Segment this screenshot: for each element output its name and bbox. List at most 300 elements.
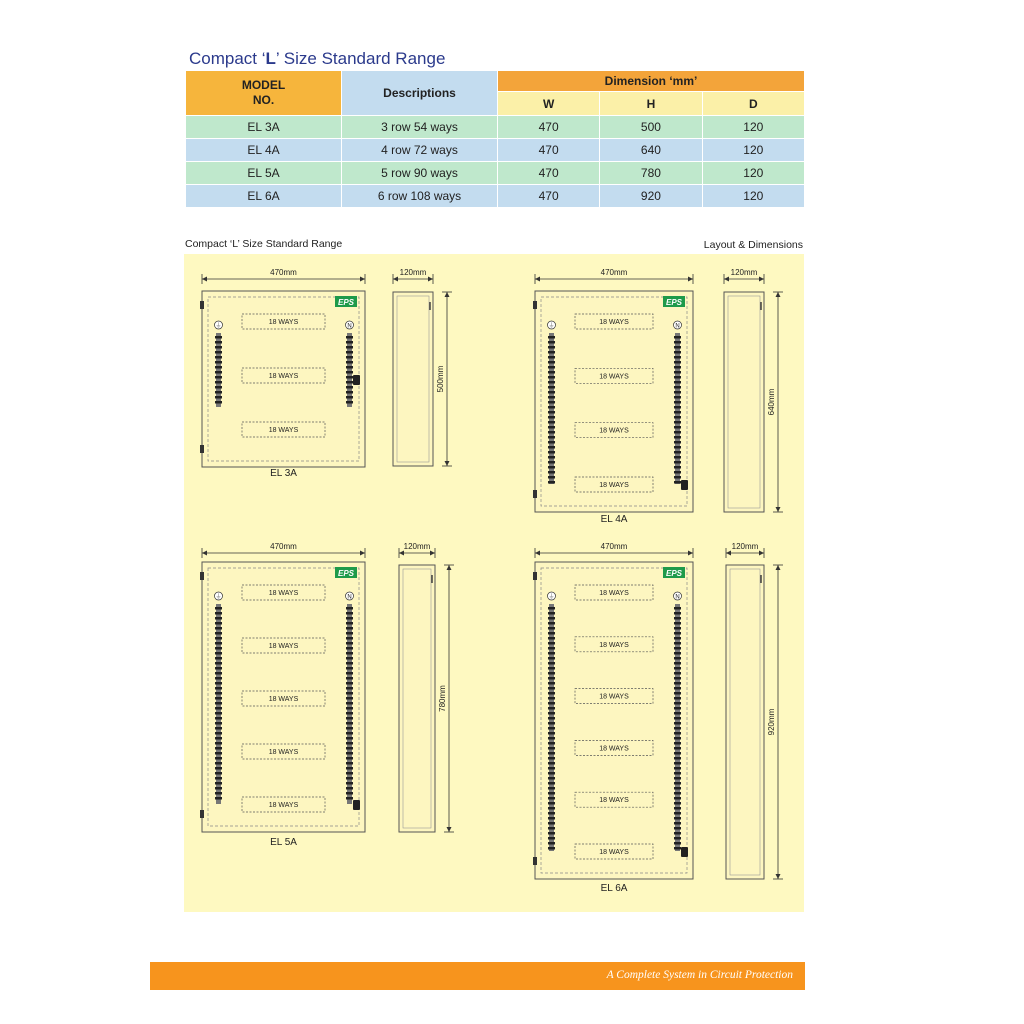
unit-el-4a-terminal (674, 421, 681, 424)
unit-el-6a-terminal (674, 792, 681, 795)
unit-el-3a-neutral-bar (347, 333, 352, 407)
unit-el-4a-terminal (548, 386, 555, 389)
unit-el-6a-terminal (674, 762, 681, 765)
unit-el-6a-ways-label: 18 WAYS (599, 693, 629, 701)
unit-el-4a-terminal (548, 456, 555, 459)
unit-el-4a-ways-label: 18 WAYS (599, 427, 629, 435)
unit-el-3a-terminal (346, 341, 353, 344)
unit-el-6a-terminal (548, 792, 555, 795)
unit-el-6a-terminal (674, 687, 681, 690)
unit-el-4a-terminal (548, 356, 555, 359)
unit-el-6a-terminal (674, 802, 681, 805)
unit-el-6a-terminal (548, 667, 555, 670)
unit-el-5a-side-outline (399, 565, 435, 832)
unit-el-6a-terminal (548, 782, 555, 785)
d-cell: 120 (702, 185, 804, 208)
unit-el-5a-terminal (215, 782, 222, 785)
unit-el-5a-terminal (346, 627, 353, 630)
unit-el-3a-terminal (215, 356, 222, 359)
unit-el-3a-width-label: 470mm (270, 268, 297, 277)
unit-el-6a-terminal (674, 797, 681, 800)
table-row (186, 139, 805, 162)
unit-el-5a-height-dimension-head-bottom (447, 827, 452, 832)
unit-el-5a-terminal (346, 642, 353, 645)
unit-el-5a-terminal (346, 787, 353, 790)
unit-el-5a-model-label: EL 5A (270, 837, 297, 848)
unit-el-5a-terminal (346, 797, 353, 800)
footer-bar (150, 962, 805, 990)
unit-el-6a-terminal (674, 702, 681, 705)
unit-el-5a-terminal (346, 687, 353, 690)
unit-el-3a-terminal (215, 391, 222, 394)
unit-el-6a-terminal (548, 767, 555, 770)
page-title: Compact ‘L’ Size Standard Range (189, 49, 446, 68)
unit-el-6a-terminal (674, 677, 681, 680)
unit-el-6a-terminal (548, 737, 555, 740)
unit-el-4a-depth-dimension-head-right (759, 277, 764, 282)
unit-el-4a-terminal (674, 401, 681, 404)
unit-el-5a-terminal (346, 782, 353, 785)
unit-el-6a-height-dimension-head-top (776, 565, 781, 570)
unit-el-6a-terminal (548, 797, 555, 800)
unit-el-5a-terminal (215, 672, 222, 675)
d-cell: 120 (702, 139, 804, 162)
unit-el-6a-terminal (548, 762, 555, 765)
unit-el-6a-terminal (674, 637, 681, 640)
unit-el-6a-terminal (548, 662, 555, 665)
unit-el-5a-terminal (346, 617, 353, 620)
unit-el-6a-terminal (548, 837, 555, 840)
unit-el-6a-terminal (674, 847, 681, 850)
descriptions-header: Descriptions (342, 71, 498, 116)
unit-el-5a-terminal (215, 697, 222, 700)
unit-el-5a-brand-text: EPS (337, 569, 355, 578)
unit-el-5a-terminal (215, 797, 222, 800)
unit-el-6a-terminal (548, 752, 555, 755)
unit-el-6a-width-dimension-head-right (688, 551, 693, 556)
unit-el-5a-terminal (215, 702, 222, 705)
section-subtitle: Layout & Dimensions (703, 239, 803, 251)
unit-el-4a-terminal (548, 426, 555, 429)
unit-el-6a-terminal (674, 712, 681, 715)
unit-el-6a-terminal (674, 617, 681, 620)
unit-el-6a-terminal (548, 632, 555, 635)
unit-el-5a-terminal (215, 777, 222, 780)
unit-el-5a-terminal (346, 707, 353, 710)
unit-el-4a-terminal (674, 381, 681, 384)
unit-el-6a-terminal (548, 647, 555, 650)
unit-el-5a-terminal (346, 632, 353, 635)
unit-el-6a-terminal (548, 707, 555, 710)
unit-el-6a-height-dimension-head-bottom (776, 874, 781, 879)
h-header: H (600, 92, 702, 116)
desc-cell: 4 row 72 ways (342, 139, 498, 162)
unit-el-6a-terminal (674, 612, 681, 615)
unit-el-3a-terminal (346, 371, 353, 374)
unit-el-3a-height-dimension-head-bottom (445, 461, 450, 466)
unit-el-4a-neutral-symbol: N (675, 323, 680, 330)
unit-el-5a-hinge-bottom (200, 810, 204, 818)
unit-el-4a-terminal (674, 471, 681, 474)
unit-el-5a-terminal (215, 642, 222, 645)
unit-el-4a-terminal (674, 431, 681, 434)
unit-el-6a-terminal (674, 657, 681, 660)
unit-el-3a-terminal (346, 356, 353, 359)
unit-el-6a-terminal (674, 722, 681, 725)
unit-el-5a-terminal (346, 717, 353, 720)
unit-el-6a-terminal (548, 827, 555, 830)
unit-el-5a-earth-symbol: ⏚ (215, 594, 222, 601)
unit-el-4a-terminal (548, 476, 555, 479)
desc-cell: 3 row 54 ways (342, 116, 498, 139)
unit-el-6a-ways-label: 18 WAYS (599, 641, 629, 649)
unit-el-5a-terminal (215, 682, 222, 685)
unit-el-6a-terminal (674, 772, 681, 775)
unit-el-4a-terminal (674, 476, 681, 479)
footer-tagline: A Complete System in Circuit Protection (606, 969, 793, 981)
unit-el-6a-earth-symbol: ⏚ (548, 594, 555, 601)
unit-el-4a-terminal (674, 461, 681, 464)
unit-el-6a-terminal (548, 697, 555, 700)
unit-el-5a-lock (353, 800, 360, 810)
unit-el-6a-terminal (548, 847, 555, 850)
unit-el-5a-terminal (346, 742, 353, 745)
unit-el-6a-terminal (674, 752, 681, 755)
unit-el-4a-terminal (548, 381, 555, 384)
unit-el-4a-terminal (548, 411, 555, 414)
unit-el-5a-terminal (346, 762, 353, 765)
section-title: Compact ‘L’ Size Standard Range (185, 238, 343, 250)
unit-el-6a-terminal (674, 717, 681, 720)
unit-el-5a-terminal (215, 612, 222, 615)
unit-el-6a-width-label: 470mm (600, 542, 628, 551)
unit-el-5a-terminal (215, 652, 222, 655)
unit-el-6a-terminal (674, 807, 681, 810)
unit-el-5a-terminal (215, 687, 222, 690)
unit-el-4a-hinge-top (533, 301, 537, 309)
d-header: D (702, 92, 804, 116)
unit-el-6a-terminal (548, 612, 555, 615)
unit-el-3a-terminal (215, 346, 222, 349)
unit-el-5a-ways-label: 18 WAYS (268, 643, 299, 650)
model-header: MODEL NO. (186, 71, 342, 116)
unit-el-5a-terminal (346, 607, 353, 610)
unit-el-3a-terminal (346, 401, 353, 404)
unit-el-4a-terminal (548, 461, 555, 464)
unit-el-4a-terminal (674, 386, 681, 389)
unit-el-6a-neutral-symbol: N (675, 594, 680, 601)
unit-el-4a-terminal (548, 471, 555, 474)
unit-el-3a-terminal (346, 366, 353, 369)
unit-el-6a-terminal (548, 732, 555, 735)
unit-el-5a-terminal (346, 622, 353, 625)
unit-el-3a-terminal (215, 396, 222, 399)
unit-el-4a-height-dimension-head-top (776, 292, 781, 297)
unit-el-6a-terminal (548, 722, 555, 725)
unit-el-6a-lock (681, 847, 688, 857)
unit-el-5a-terminal (346, 692, 353, 695)
unit-el-6a-ways-label: 18 WAYS (599, 797, 629, 805)
unit-el-4a-terminal (674, 356, 681, 359)
unit-el-5a-terminal (215, 632, 222, 635)
unit-el-3a-terminal (346, 396, 353, 399)
unit-el-4a-terminal (674, 481, 681, 484)
unit-el-4a-width-dimension-head-right (688, 277, 693, 282)
unit-el-5a-width-label: 470mm (270, 542, 297, 551)
unit-el-3a-hinge-top (200, 301, 204, 309)
unit-el-4a-terminal (548, 366, 555, 369)
unit-el-5a-terminal (346, 652, 353, 655)
unit-el-6a-terminal (548, 787, 555, 790)
unit-el-6a-terminal (674, 817, 681, 820)
unit-el-6a-terminal (674, 662, 681, 665)
unit-el-4a-terminal (548, 421, 555, 424)
unit-el-5a-ways-label: 18 WAYS (268, 590, 299, 597)
unit-el-3a-terminal (215, 386, 222, 389)
unit-el-5a-terminal (346, 722, 353, 725)
desc-cell: 6 row 108 ways (342, 185, 498, 208)
unit-el-6a-terminal (674, 727, 681, 730)
unit-el-6a-terminal (674, 647, 681, 650)
unit-el-3a-terminal (215, 366, 222, 369)
dimension-header: Dimension ‘mm’ (498, 71, 805, 92)
unit-el-5a-terminal (215, 712, 222, 715)
unit-el-5a-terminal (215, 772, 222, 775)
unit-el-6a-terminal (548, 757, 555, 760)
unit-el-6a-ways-label: 18 WAYS (599, 745, 629, 753)
unit-el-3a-width-dimension-head-right (360, 277, 365, 282)
unit-el-5a-terminal (215, 747, 222, 750)
unit-el-4a-earth-symbol: ⏚ (548, 323, 555, 330)
unit-el-6a-terminal (674, 652, 681, 655)
unit-el-5a-terminal (215, 717, 222, 720)
unit-el-6a-terminal (674, 732, 681, 735)
unit-el-6a-terminal (548, 742, 555, 745)
unit-el-5a-terminal (346, 752, 353, 755)
unit-el-5a-terminal (346, 767, 353, 770)
unit-el-6a-terminal (548, 727, 555, 730)
unit-el-6a-hinge-top (533, 572, 537, 580)
unit-el-6a-terminal (674, 782, 681, 785)
unit-el-6a-terminal (548, 747, 555, 750)
unit-el-6a-terminal (674, 842, 681, 845)
unit-el-6a-terminal (674, 787, 681, 790)
unit-el-4a-terminal (548, 351, 555, 354)
unit-el-5a-terminal (346, 672, 353, 675)
unit-el-3a-terminal (215, 371, 222, 374)
unit-el-5a-height-dimension-head-top (447, 565, 452, 570)
unit-el-5a-terminal (215, 742, 222, 745)
unit-el-5a-terminal (346, 757, 353, 760)
unit-el-5a-terminal (346, 732, 353, 735)
unit-el-6a-terminal (674, 707, 681, 710)
unit-el-4a-terminal (548, 416, 555, 419)
unit-el-6a-terminal (674, 632, 681, 635)
unit-el-6a-terminal (548, 652, 555, 655)
unit-el-3a-depth-dimension-head-right (428, 277, 433, 282)
unit-el-6a-terminal (548, 607, 555, 610)
unit-el-4a-terminal (674, 336, 681, 339)
unit-el-5a-terminal (346, 792, 353, 795)
unit-el-4a-terminal (674, 376, 681, 379)
unit-el-4a-terminal (674, 416, 681, 419)
unit-el-3a-height-label: 500mm (436, 365, 445, 393)
h-cell: 780 (600, 162, 702, 185)
unit-el-4a-lock (681, 480, 688, 490)
unit-el-5a-terminal (346, 747, 353, 750)
unit-el-5a-terminal (215, 662, 222, 665)
unit-el-6a-terminal (674, 812, 681, 815)
unit-el-3a-terminal (346, 336, 353, 339)
unit-el-4a-width-label: 470mm (600, 268, 628, 277)
unit-el-5a-ways-label: 18 WAYS (268, 749, 299, 756)
unit-el-6a-terminal (548, 637, 555, 640)
d-cell: 120 (702, 162, 804, 185)
unit-el-5a-terminal (346, 702, 353, 705)
table-row (186, 185, 805, 208)
unit-el-5a-terminal (215, 692, 222, 695)
unit-el-6a-terminal (548, 677, 555, 680)
unit-el-6a-terminal (548, 712, 555, 715)
unit-el-6a-terminal (548, 642, 555, 645)
unit-el-6a-model-label: EL 6A (600, 883, 628, 894)
unit-el-6a-hinge-bottom (533, 857, 537, 865)
unit-el-4a-terminal (674, 441, 681, 444)
model-cell: EL 5A (186, 162, 342, 185)
unit-el-3a-depth-dimension-head-left (393, 277, 398, 282)
w-header: W (498, 92, 600, 116)
unit-el-4a-terminal (548, 436, 555, 439)
unit-el-5a-terminal (215, 707, 222, 710)
unit-el-6a-terminal (548, 817, 555, 820)
unit-el-4a-terminal (548, 466, 555, 469)
unit-el-5a-terminal (215, 792, 222, 795)
unit-el-3a-ways-label: 18 WAYS (268, 373, 299, 380)
unit-el-4a-terminal (674, 446, 681, 449)
unit-el-4a-side-outline (724, 292, 764, 512)
unit-el-6a-terminal (548, 812, 555, 815)
unit-el-5a-terminal (215, 787, 222, 790)
desc-cell: 5 row 90 ways (342, 162, 498, 185)
unit-el-3a-hinge-bottom (200, 445, 204, 453)
unit-el-6a-terminal (674, 827, 681, 830)
unit-el-4a-depth-dimension-head-left (724, 277, 729, 282)
unit-el-5a-terminal (215, 722, 222, 725)
unit-el-4a-terminal (548, 481, 555, 484)
unit-el-3a-neutral-symbol: N (347, 323, 352, 330)
unit-el-6a-height-label: 920mm (767, 708, 776, 736)
unit-el-3a-brand-text: EPS (337, 298, 355, 307)
unit-el-3a-height-dimension-head-top (445, 292, 450, 297)
unit-el-6a-terminal (674, 667, 681, 670)
unit-el-6a-terminal (674, 672, 681, 675)
unit-el-6a-terminal (548, 627, 555, 630)
unit-el-5a-terminal (346, 667, 353, 670)
unit-el-3a-terminal (346, 361, 353, 364)
unit-el-5a-terminal (215, 767, 222, 770)
unit-el-6a-terminal (674, 777, 681, 780)
unit-el-4a-terminal (674, 391, 681, 394)
unit-el-4a-terminal (674, 456, 681, 459)
unit-el-6a-terminal (674, 692, 681, 695)
unit-el-4a-terminal (674, 371, 681, 374)
unit-el-4a-terminal (674, 366, 681, 369)
d-cell: 120 (702, 116, 804, 139)
unit-el-4a-terminal (674, 466, 681, 469)
unit-el-5a-terminal (346, 772, 353, 775)
unit-el-5a-terminal (346, 697, 353, 700)
unit-el-4a-height-dimension-head-bottom (776, 507, 781, 512)
unit-el-5a-terminal (346, 647, 353, 650)
unit-el-4a-terminal (548, 376, 555, 379)
unit-el-5a-depth-dimension-head-left (399, 551, 404, 556)
unit-el-5a-terminal (215, 647, 222, 650)
unit-el-4a-terminal (548, 431, 555, 434)
unit-el-6a-terminal (674, 832, 681, 835)
unit-el-5a-terminal (215, 637, 222, 640)
unit-el-3a-terminal (215, 361, 222, 364)
unit-el-6a-depth-dimension-head-left (726, 551, 731, 556)
unit-el-6a-terminal (674, 742, 681, 745)
unit-el-5a-terminal (215, 627, 222, 630)
unit-el-5a-terminal (215, 727, 222, 730)
unit-el-3a-lock (353, 375, 360, 385)
drawings-panel (184, 254, 804, 912)
unit-el-3a-terminal (215, 341, 222, 344)
unit-el-6a-depth-label: 120mm (731, 542, 759, 551)
unit-el-6a-terminal (674, 747, 681, 750)
unit-el-6a-terminal (548, 777, 555, 780)
table-row (186, 162, 805, 185)
unit-el-6a-front-outline (535, 562, 693, 879)
unit-el-5a-terminal (215, 762, 222, 765)
unit-el-3a-terminal (346, 381, 353, 384)
unit-el-5a-hinge-top (200, 572, 204, 580)
unit-el-5a-terminal (215, 622, 222, 625)
unit-el-6a-terminal (674, 642, 681, 645)
unit-el-3a-ways-label: 18 WAYS (268, 319, 299, 326)
unit-el-6a-terminal (548, 687, 555, 690)
model-cell: EL 6A (186, 185, 342, 208)
unit-el-5a-terminal (346, 682, 353, 685)
unit-el-5a-terminal (346, 777, 353, 780)
unit-el-4a-terminal (674, 341, 681, 344)
unit-el-4a-terminal (548, 371, 555, 374)
unit-el-6a-terminal (548, 692, 555, 695)
unit-el-3a-terminal (215, 336, 222, 339)
unit-el-5a-terminal (215, 737, 222, 740)
unit-el-3a-terminal (215, 351, 222, 354)
unit-el-6a-terminal (548, 802, 555, 805)
unit-el-6a-terminal (548, 807, 555, 810)
unit-el-6a-terminal (674, 822, 681, 825)
unit-el-4a-hinge-bottom (533, 490, 537, 498)
unit-el-3a-terminal (215, 376, 222, 379)
unit-el-5a-terminal (215, 607, 222, 610)
unit-el-6a-terminal (674, 767, 681, 770)
unit-el-4a-terminal (674, 406, 681, 409)
unit-el-5a-terminal (346, 662, 353, 665)
unit-el-4a-terminal (548, 391, 555, 394)
unit-el-5a-height-label: 780mm (438, 685, 447, 712)
unit-el-4a-ways-label: 18 WAYS (599, 482, 629, 489)
unit-el-5a-terminal (346, 727, 353, 730)
unit-el-3a-depth-label: 120mm (399, 268, 427, 277)
unit-el-3a-earth-bar (216, 333, 221, 407)
unit-el-3a-side-outline (393, 292, 433, 466)
unit-el-6a-terminal (548, 822, 555, 825)
w-cell: 470 (498, 185, 600, 208)
